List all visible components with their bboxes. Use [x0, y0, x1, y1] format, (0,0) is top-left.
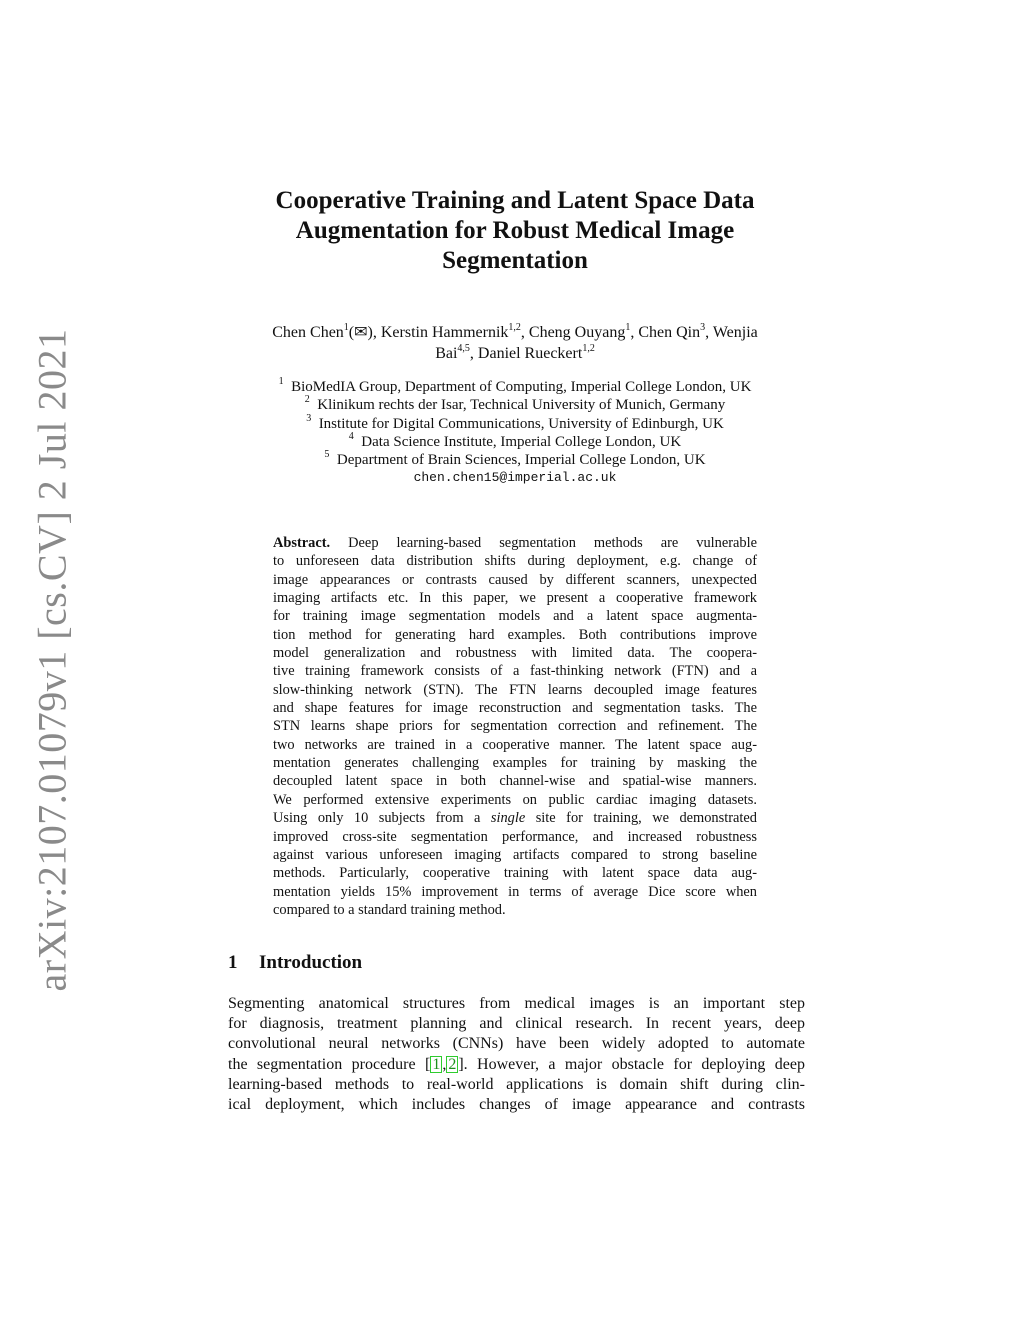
- abstract-line: [273, 809, 757, 827]
- affiliation-number: 5: [324, 449, 330, 461]
- abstract-text: Deep learning-based segmentation methods are vulnerable: [348, 535, 757, 551]
- affiliation-number: 1: [278, 376, 284, 387]
- author-name: , Daniel Rueckert: [469, 345, 583, 362]
- affiliation-item: [220, 412, 810, 433]
- paragraph-line: the segmentation procedure [ 1 , 2 ]. However, a major obstacle for deploying deep: [228, 1055, 806, 1073]
- abstract-line: two networks are trained in a cooperative manner. The latent space aug-: [273, 736, 757, 753]
- author-line: [220, 322, 810, 343]
- title-line: Augmentation for Robust Medical Image: [295, 217, 735, 244]
- corresponding-author-mark: (✉): [348, 324, 373, 341]
- arxiv-identifier-text: arXiv:2107.01079v1 [cs.CV] 2 Jul 2021: [29, 328, 75, 992]
- paragraph-line: ical deployment, which includes changes of image appearance and contrasts: [228, 1096, 805, 1114]
- affiliation-text: Data Science Institute, Imperial College London, UK: [361, 433, 682, 450]
- abstract-line: imaging artifacts etc. In this paper, we present a cooperative framework: [273, 590, 757, 607]
- author-name: , Cheng Ouyang: [520, 324, 626, 341]
- paper-title: [230, 186, 800, 276]
- author-name: , Wenjia: [705, 324, 758, 341]
- affiliation-text: Department of Brain Sciences, Imperial College London, UK: [336, 452, 706, 469]
- abstract-line: against various unforeseen imaging artifacts compared to strong baseline: [273, 846, 757, 863]
- author-name: Chen Chen: [272, 324, 344, 341]
- abstract-block: [273, 534, 757, 919]
- author-line: [220, 343, 810, 364]
- author-affiliation-mark: 4,5: [457, 342, 470, 354]
- citation-link[interactable]: 2: [448, 1055, 457, 1073]
- affiliation-number: 3: [306, 412, 312, 424]
- author-affiliation-mark: 1,2: [582, 342, 595, 354]
- introduction-paragraph: [228, 994, 805, 1115]
- author-name: , Kerstin Hammernik: [372, 324, 509, 341]
- author-list: [220, 322, 810, 364]
- section-number: 1: [228, 952, 238, 973]
- citation-link[interactable]: 1: [432, 1055, 441, 1073]
- abstract-line: We performed extensive experiments on public cardiac imaging datasets.: [273, 791, 757, 808]
- abstract-label: Abstract.: [273, 535, 331, 551]
- abstract-line: to unforeseen data distribution shifts during deployment, e.g. change of: [273, 553, 757, 570]
- affiliation-item: [220, 396, 810, 414]
- abstract-line: tive training framework consists of a fast-thinking network (FTN) and a: [273, 663, 757, 680]
- affiliation-text: Klinikum rechts der Isar, Technical University of Munich, Germany: [317, 397, 726, 414]
- abstract-emphasis: single: [490, 810, 526, 827]
- paragraph-text: the segmentation procedure: [228, 1055, 416, 1073]
- section-title: Introduction: [259, 952, 363, 973]
- author-affiliation-mark: 1: [625, 321, 631, 333]
- abstract-line: compared to a standard training method.: [273, 901, 506, 918]
- title-line: Cooperative Training and Latent Space Data: [275, 187, 755, 214]
- paragraph-line: convolutional neural networks (CNNs) have been widely adopted to automate: [228, 1035, 805, 1053]
- affiliation-text: BioMedIA Group, Department of Computing, Imperial College London, UK: [291, 379, 752, 395]
- author-affiliation-mark: 3: [700, 321, 706, 333]
- abstract-line: mentation yields 15% improvement in terms of average Dice score when: [273, 883, 757, 900]
- abstract-text: Using only 10 subjects from a: [273, 810, 481, 827]
- paragraph-line: for diagnosis, treatment planning and clinical research. In recent years, deep: [228, 1015, 805, 1033]
- abstract-line: model generalization and robustness with limited data. The coopera-: [273, 645, 757, 662]
- affiliation-list: [220, 378, 810, 488]
- contact-email[interactable]: chen.chen15@imperial.ac.uk: [413, 470, 617, 486]
- abstract-text: site for training, we demonstrated: [535, 810, 757, 827]
- abstract-line: and shape features for image reconstruction and segmentation tasks. The: [273, 700, 757, 717]
- author-affiliation-mark: 1: [343, 321, 349, 333]
- abstract-line: slow-thinking network (STN). The FTN learns decoupled image features: [273, 681, 757, 698]
- paragraph-line: Segmenting anatomical structures from medical images is an important step: [228, 995, 805, 1012]
- author-affiliation-mark: 1,2: [508, 321, 521, 333]
- author-name: , Chen Qin: [630, 324, 701, 341]
- abstract-line: mentation generates challenging examples for training by masking the: [273, 755, 757, 772]
- section-heading: [228, 952, 362, 974]
- affiliation-number: 2: [304, 394, 310, 406]
- paragraph-text: . However, a major obstacle for deploying deep: [463, 1055, 806, 1073]
- abstract-line: [273, 534, 757, 552]
- abstract-line: STN learns shape priors for segmentation correction and refinement. The: [273, 718, 757, 735]
- affiliation-item: [220, 451, 810, 469]
- author-name: Bai: [435, 345, 458, 362]
- abstract-line: image appearances or contrasts caused by different scanners, unexpected: [273, 571, 757, 588]
- abstract-line: tion method for generating hard examples. Both contributions improve: [273, 626, 757, 643]
- affiliation-item: [220, 430, 810, 451]
- title-line: Segmentation: [442, 247, 588, 274]
- abstract-line: methods. Particularly, cooperative training with latent space data aug-: [273, 865, 757, 882]
- abstract-line: improved cross-site segmentation performance, and increased robustness: [273, 828, 757, 845]
- affiliation-text: Institute for Digital Communications, University of Edinburgh, UK: [318, 415, 724, 432]
- paragraph-line: learning-based methods to real-world applications is domain shift during clin-: [228, 1075, 805, 1093]
- abstract-line: for training image segmentation models and a latent space augmenta-: [273, 608, 757, 625]
- affiliation-number: 4: [348, 430, 354, 442]
- abstract-line: decoupled latent space in both channel-wise and spatial-wise manners.: [273, 773, 757, 790]
